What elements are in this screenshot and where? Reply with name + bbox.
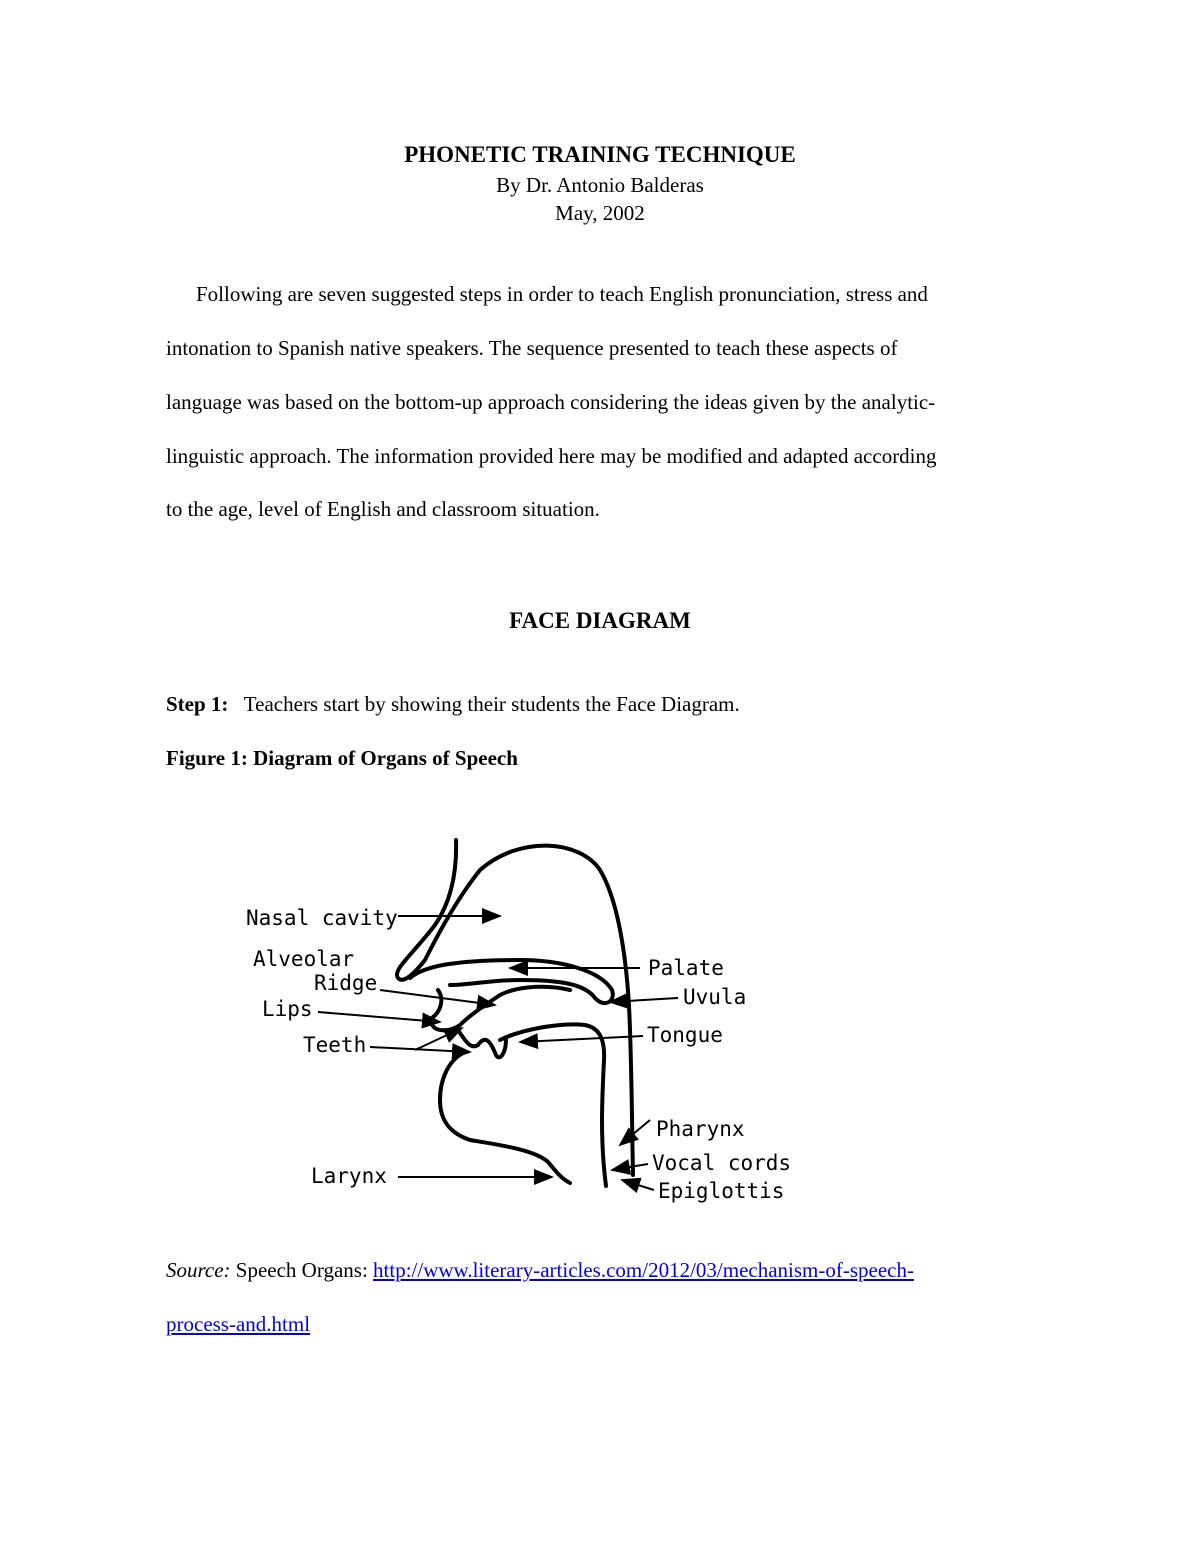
palate-label: Palate xyxy=(648,956,724,980)
source-link[interactable]: http://www.literary-articles.com/2012/03/mechanism-of-speech- xyxy=(373,1258,914,1282)
lips-arrow xyxy=(318,1012,440,1022)
alveolar-label: Alveolar xyxy=(253,947,355,971)
source-link-end[interactable]: process-and.html xyxy=(166,1312,311,1336)
pharynx-label: Pharynx xyxy=(656,1117,745,1141)
figure-caption: Figure 1: Diagram of Organs of Speech xyxy=(166,746,518,770)
speech-organs-diagram xyxy=(230,830,830,1210)
teeth-label: Teeth xyxy=(303,1033,367,1057)
nasal-cavity-label: Nasal cavity xyxy=(246,906,398,930)
page-title: PHONETIC TRAINING TECHNIQUE xyxy=(404,142,796,167)
head-outline xyxy=(397,840,633,1175)
step-text: Teachers start by showing their students the Face Diagram. xyxy=(243,692,740,716)
epiglottis-arrow xyxy=(622,1180,654,1190)
larynx-label: Larynx xyxy=(311,1164,387,1188)
jaw-outline xyxy=(440,1052,570,1183)
tongue-label: Tongue xyxy=(647,1023,723,1047)
lips-outline xyxy=(431,987,570,1031)
source-link-continued xyxy=(166,1312,310,1337)
step-label: Step 1: xyxy=(166,692,229,716)
tongue-arrow xyxy=(520,1036,643,1042)
lips-label: Lips xyxy=(262,997,313,1021)
epiglottis-label: Epiglottis xyxy=(658,1179,785,1203)
intro-line: to the age, level of English and classroom situation. xyxy=(166,497,600,521)
uvula-arrow xyxy=(610,998,678,1002)
vocal-cords-arrow xyxy=(612,1164,648,1170)
section-heading: FACE DIAGRAM xyxy=(509,608,691,633)
uvula-label: Uvula xyxy=(683,985,747,1009)
intro-line: language was based on the bottom-up approach considering the ideas given by the analytic- xyxy=(166,390,936,414)
intro-line: intonation to Spanish native speakers. The sequence presented to teach these aspects of xyxy=(166,336,898,360)
pharynx-arrow xyxy=(620,1120,650,1145)
author-line: By Dr. Antonio Balderas xyxy=(496,173,704,197)
intro-line: linguistic approach. The information provided here may be modified and adapted according xyxy=(166,444,937,468)
source-line xyxy=(166,1258,914,1283)
date-line: May, 2002 xyxy=(555,201,645,225)
vocal-cords-label: Vocal cords xyxy=(652,1151,792,1175)
source-label: Source: xyxy=(166,1258,231,1282)
intro-line: Following are seven suggested steps in order to teach English pronunciation, stress and xyxy=(196,282,928,306)
tongue-outline xyxy=(500,1024,606,1186)
ridge-label: Ridge xyxy=(314,971,378,995)
source-text: Speech Organs: xyxy=(235,1258,374,1282)
step-1 xyxy=(166,692,740,717)
